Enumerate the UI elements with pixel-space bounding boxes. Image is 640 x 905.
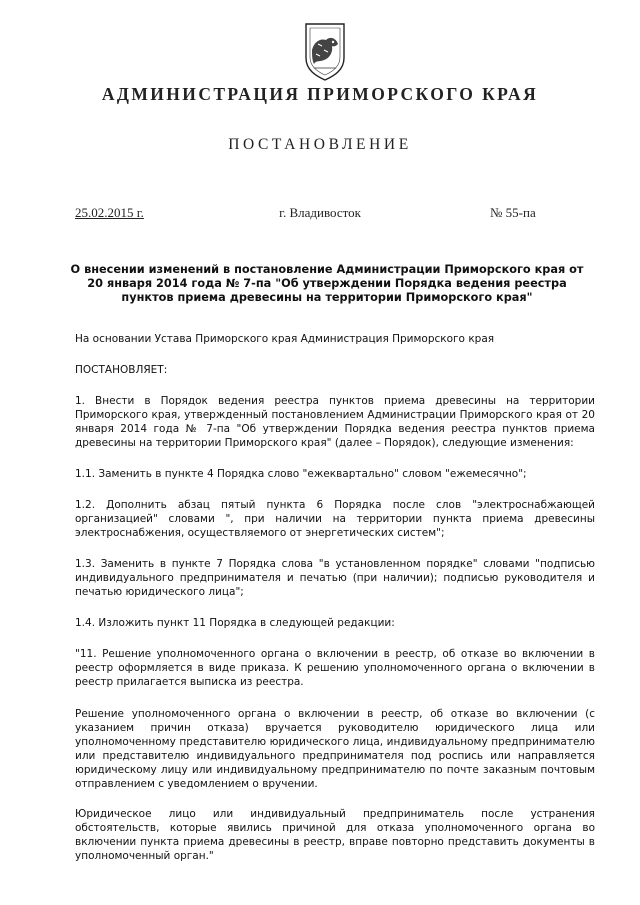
decree-word: ПОСТАНОВЛЯЕТ: [75,364,168,376]
document-body [75,332,595,863]
coat-of-arms-icon [300,20,350,82]
paragraph-11-c: Юридическое лицо или индивидуальный предприниматель после устранения обстоятельств, которые явились причиной для отказа уполномоченного органа во включении пункта приема древесины в реестр, вправе повторно представить документы в уполномоченный орган." [75,808,595,862]
paragraph-1-3: 1.3. Заменить в пункте 7 Порядка слова "в установленном порядке" словами "подписью индивидуального предпринимателя и печатью (при наличии); подписью руководителя и печатью юридического лица"; [75,558,595,598]
paragraph-1-4: 1.4. Изложить пункт 11 Порядка в следующей редакции: [75,617,395,629]
document-subject: О внесении изменений в постановление Администрации Приморского края от 20 января 2014 года № 7-па "Об утверждении Порядка ведения реестра пунктов приема древесины на территории Приморского края" [70,263,584,304]
paragraph-11-b: Решение уполномоченного органа о включении в реестр, об отказе во включении (с указанием причин отказа) вручается руководителю юридического лица или уполномоченному представителю юридического лица, индивидуальному предпринимателю или представителю индивидуального предпринимателя под роспись или направляется юридическому лицу или индивидуальному предпринимателю по почте заказным почтовым отправлением с уведомлением о вручении. [75,708,595,790]
paragraph-1: 1. Внести в Порядок ведения реестра пунктов приема древесины на территории Приморского края, утвержденный постановлением Администрации Приморского края от 20 января 2014 года № 7-па "Об утверждении Порядка ведения реестра пунктов приема древесины на территории Приморского края" (далее – Порядок), следующие изменения: [75,395,595,449]
document-number: № 55-па [490,205,536,220]
document-date: 25.02.2015 г. [75,205,144,220]
administration-title: АДМИНИСТРАЦИЯ ПРИМОРСКОГО КРАЯ [101,84,539,104]
document-type: ПОСТАНОВЛЕНИЕ [228,136,412,153]
paragraph-1-2: 1.2. Дополнить абзац пятый пункта 6 Порядка после слов "электроснабжающей организацией" словами ", при наличии на территории пункта приема древесины электроснабжения, осуществляемого от энергетических систем"; [75,499,595,539]
basis-paragraph: На основании Устава Приморского края Администрация Приморского края [75,333,495,345]
paragraph-11: "11. Решение уполномоченного органа о включении в реестр, об отказе во включении в реестр оформляется в виде приказа. К решению уполномоченного органа о включении в реестр прилагается выписка из реестра. [75,648,595,688]
document-city: г. Владивосток [279,205,361,220]
paragraph-1-1: 1.1. Заменить в пункте 4 Порядка слово "ежеквартально" словом "ежемесячно"; [75,468,527,480]
